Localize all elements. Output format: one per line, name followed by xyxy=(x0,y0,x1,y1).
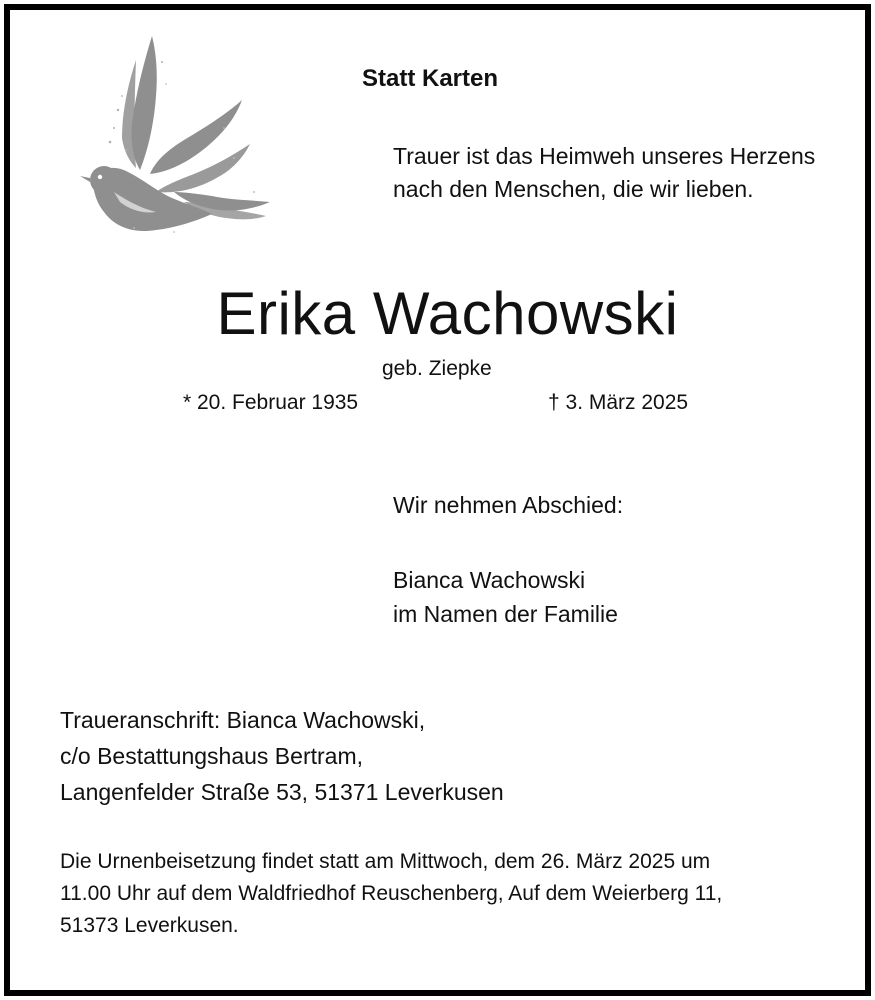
quote-line: nach den Menschen, die wir lieben. xyxy=(393,176,754,202)
address-line: Langenfelder Straße 53, 51371 Leverkusen xyxy=(60,779,504,805)
farewell-heading: Wir nehmen Abschied: xyxy=(393,492,624,518)
obituary-card xyxy=(4,4,871,996)
birth-date: * 20. Februar 1935 xyxy=(183,391,359,414)
signatory-line: Bianca Wachowski xyxy=(393,567,586,593)
burial-line: Die Urnenbeisetzung findet statt am Mittwoch, dem 26. März 2025 um xyxy=(60,850,711,873)
burial-line: 11.00 Uhr auf dem Waldfriedhof Reuschenberg, Auf dem Weierberg 11, xyxy=(60,882,723,905)
consolation-quote xyxy=(393,140,815,206)
statt-karten-heading: Statt Karten xyxy=(362,65,499,92)
deceased-name: Erika Wachowski xyxy=(216,280,679,347)
mourning-address xyxy=(60,702,504,810)
burial-notice xyxy=(60,846,850,942)
death-date: † 3. März 2025 xyxy=(548,391,689,414)
signatories xyxy=(393,563,618,631)
quote-line: Trauer ist das Heimweh unseres Herzens xyxy=(393,143,816,169)
maiden-name: geb. Ziepke xyxy=(382,357,492,380)
swallow-icon xyxy=(74,32,274,244)
address-line: Traueranschrift: Bianca Wachowski, xyxy=(60,707,426,733)
signatory-line: im Namen der Familie xyxy=(393,601,618,627)
burial-line: 51373 Leverkusen. xyxy=(60,914,239,937)
address-line: c/o Bestattungshaus Bertram, xyxy=(60,743,363,769)
